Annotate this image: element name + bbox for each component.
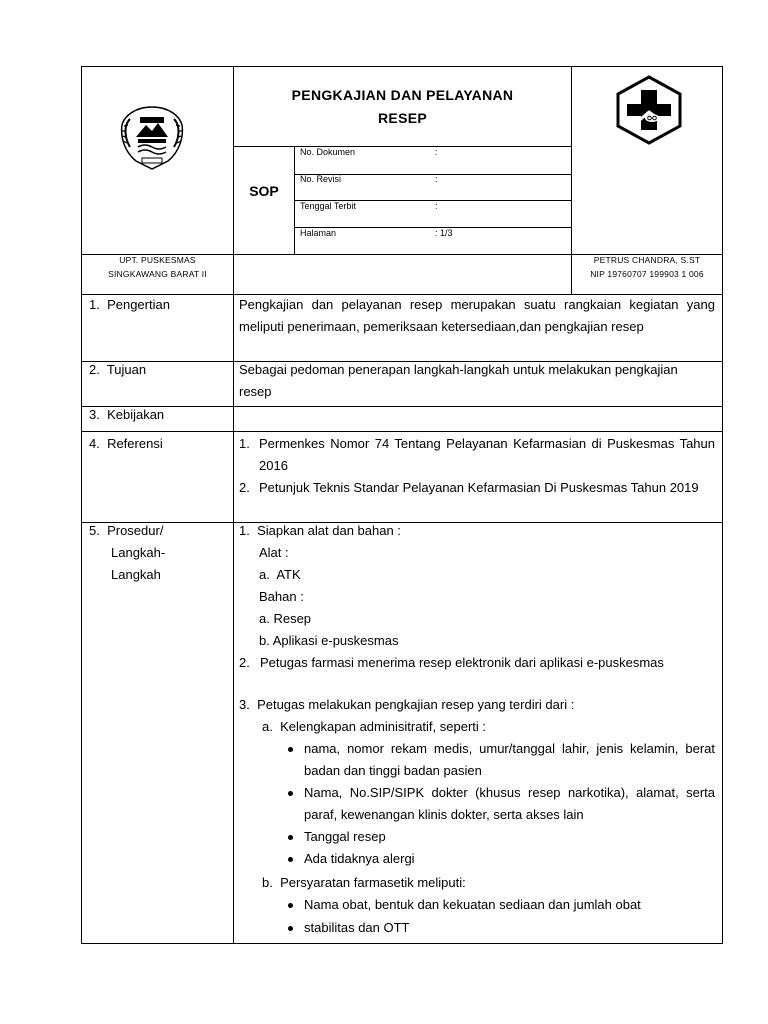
- doc-field-value-no-dokumen: :: [435, 147, 438, 157]
- section-text-pengertian: Pengkajian dan pelayanan resep merupakan suatu rangkaian kegiatan yang meliputi penerimaan, pemeriksaan ketersediaan,dan pengkajian resep: [239, 297, 715, 334]
- signer-name: PETRUS CHANDRA, S.ST: [593, 255, 701, 265]
- org-name-line2: SINGKAWANG BARAT II: [108, 269, 207, 279]
- section-label-tujuan: 2. Tujuan: [89, 362, 147, 377]
- bullet-dot: [288, 791, 293, 796]
- referensi-item-2-text: Petunjuk Teknis Standar Pelayanan Kefarmasian Di Puskesmas Tahun 2019: [259, 480, 699, 495]
- sub-a-item-3: Tanggal resep: [304, 829, 386, 844]
- sub-b-item-1: Nama obat, bentuk dan kekuatan sediaan dan jumlah obat: [304, 897, 641, 912]
- row-line-tujuan-bottom: [81, 406, 723, 407]
- document-title-line1: PENGKAJIAN DAN PELAYANAN: [291, 87, 514, 103]
- doc-field-label-no-revisi: No. Revisi: [300, 174, 342, 184]
- doc-field-value-tanggal-terbit: :: [435, 201, 438, 211]
- bullet-dot: [288, 903, 293, 908]
- org-name-line1: UPT. PUSKESMAS: [119, 255, 196, 265]
- prosedur-step-2-num: 2.: [239, 655, 250, 670]
- referensi-item-1-num: 1.: [239, 436, 250, 451]
- prosedur-sub-b: b. Persyaratan farmasetik meliputi:: [262, 875, 466, 890]
- body-right-border: [722, 294, 723, 944]
- prosedur-step-1: 1. Siapkan alat dan bahan :: [239, 523, 401, 538]
- bullet-dot: [288, 835, 293, 840]
- sub-a-item-2: Nama, No.SIP/SIPK dokter (khusus resep narkotika), alamat, serta paraf, kewenangan klinis dokter, serta akses lain: [304, 785, 715, 822]
- signer-nip: NIP 19760707 199903 1 006: [590, 269, 704, 279]
- section-label-kebijakan: 3. Kebijakan: [89, 407, 165, 422]
- sub-a-item-1: nama, nomor rekam medis, umur/tanggal lahir, jenis kelamin, berat badan dan tinggi badan pasien: [304, 741, 715, 778]
- doc-field-value-halaman: : 1/3: [435, 228, 453, 238]
- section-label-prosedur: 5. Prosedur/: [89, 523, 164, 538]
- header-title-bottom: [233, 146, 572, 147]
- doc-field-label-tanggal-terbit: Tenggal Terbit: [300, 201, 356, 211]
- doc-field-label-halaman: Halaman: [300, 228, 337, 238]
- header-right-border: [722, 66, 723, 295]
- bullet-dot: [288, 747, 293, 752]
- header-top-border: [81, 66, 723, 67]
- section-label-prosedur-line2: Langkah-: [111, 545, 166, 560]
- bullet-dot: [288, 857, 293, 862]
- sop-label: SOP: [249, 183, 279, 199]
- prosedur-bahan-heading: Bahan :: [259, 589, 304, 604]
- prosedur-bahan-b: b. Aplikasi e-puskesmas: [259, 633, 399, 648]
- prosedur-alat-a: a. ATK: [259, 567, 301, 582]
- prosedur-bahan-a: a. Resep: [259, 611, 312, 626]
- section-label-pengertian: 1. Pengertian: [89, 297, 170, 312]
- row-line-kebijakan-bottom: [81, 431, 723, 432]
- prosedur-step-2-text: Petugas farmasi menerima resep elektronik dari aplikasi e-puskesmas: [260, 655, 664, 670]
- regional-emblem-logo: [116, 103, 188, 173]
- section-label-prosedur-line3: Langkah: [111, 567, 161, 582]
- bullet-dot: [288, 926, 293, 931]
- body-col-divider: [233, 294, 234, 944]
- prosedur-alat-heading: Alat :: [259, 545, 289, 560]
- document-title-line2: RESEP: [378, 110, 427, 126]
- section-label-referensi: 4. Referensi: [89, 436, 163, 451]
- prosedur-sub-a: a. Kelengkapan adminisitratif, seperti :: [262, 719, 487, 734]
- referensi-item-2-num: 2.: [239, 480, 250, 495]
- sub-a-item-4: Ada tidaknya alergi: [304, 851, 415, 866]
- puskesmas-logo: [612, 74, 686, 146]
- body-bottom-border: [81, 943, 723, 944]
- prosedur-step-3: 3. Petugas melakukan pengkajian resep yang terdiri dari :: [239, 697, 575, 712]
- row-line-referensi-bottom: [81, 522, 723, 523]
- doc-field-value-no-revisi: :: [435, 174, 438, 184]
- doc-field-label-no-dokumen: No. Dokumen: [300, 147, 356, 157]
- body-left-border: [81, 294, 82, 944]
- sub-b-item-2: stabilitas dan OTT: [304, 920, 410, 935]
- section-text-tujuan: Sebagai pedoman penerapan langkah-langkah untuk melakukan pengkajian resep: [239, 362, 678, 399]
- referensi-item-1-text: Permenkes Nomor 74 Tentang Pelayanan Kefarmasian di Puskesmas Tahun 2016: [259, 436, 715, 473]
